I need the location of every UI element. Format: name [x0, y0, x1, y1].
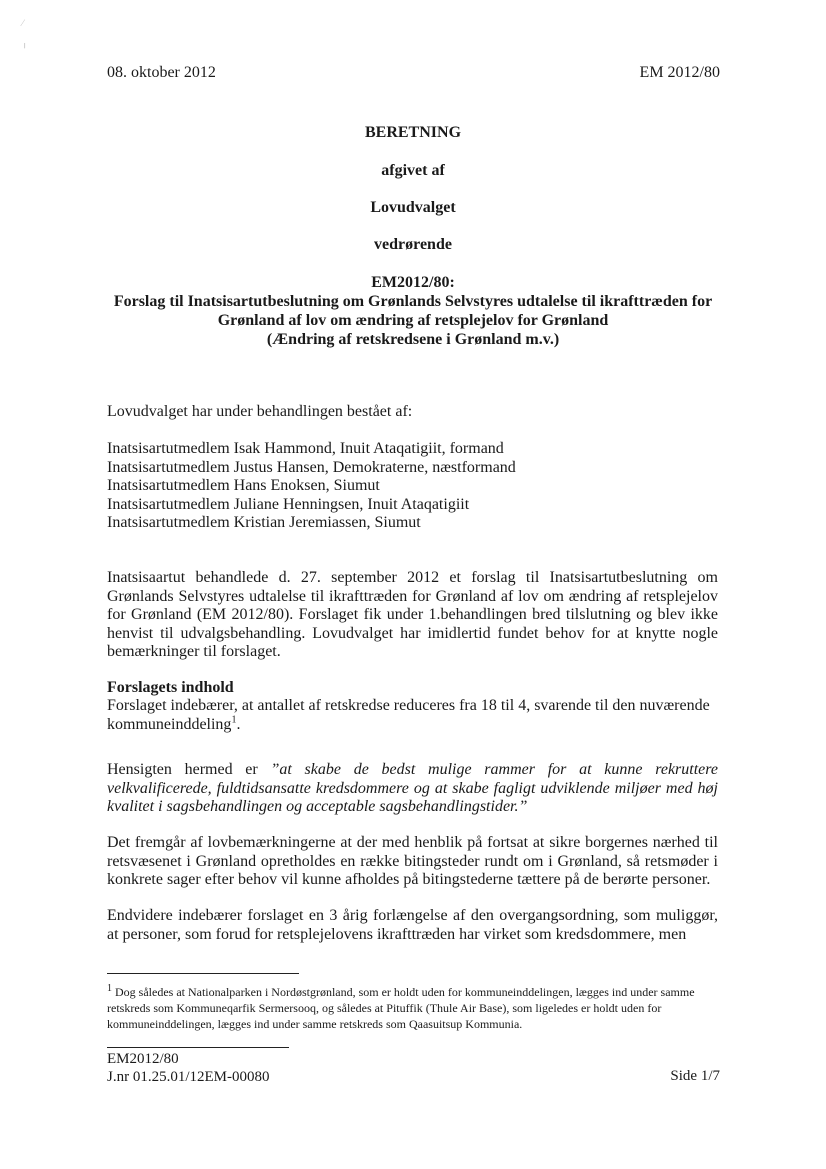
- footer-journal-number: J.nr 01.25.01/12EM-00080: [107, 1069, 270, 1085]
- paragraph-2-text: Forslaget indebærer, at antallet af retskredse reduceres fra 18 til 4, svarende til den nuværende kommuneinddeling: [107, 697, 710, 733]
- title-line-4: vedrørende: [374, 236, 452, 253]
- paragraph-3-lead: Hensigten hermed er: [107, 761, 271, 778]
- footer-divider: [107, 1047, 289, 1048]
- document-title: BERETNING: [364, 124, 462, 141]
- title-subject: [100, 273, 726, 349]
- paragraph-3: [107, 761, 718, 817]
- paragraph-5: Endvidere indebærer forslaget en 3 årig forlængelse af den overgangsordning, som muliggør, at personer, som forud for retsplejelovens ikrafttræden har virket som kredsdommere, men: [107, 907, 718, 943]
- committee-intro: Lovudvalget har under behandlingen bestået af:: [107, 403, 413, 420]
- member-item: Inatsisartutmedlem Isak Hammond, Inuit Ataqatigiit, formand: [107, 440, 504, 457]
- title-line-3: Lovudvalget: [370, 199, 456, 216]
- case-number: EM2012/80:: [371, 274, 455, 291]
- subject-line-2: Grønland af lov om ændring af retsplejelov for Grønland: [217, 312, 609, 329]
- page-number: Side 1/7: [670, 1068, 720, 1084]
- paragraph-4: Det fremgår af lovbemærkningerne at der med henblik på fortsat at sikre borgernes nærhed til retsvæsenet i Grønland opretholdes en række bitingsteder rundt om i Grønland, så retsmøder i konkrete sager efter behov vil kunne afholdes på bitingstederne tættere på de berørte personer.: [107, 834, 718, 888]
- header-date: 08. oktober 2012: [107, 64, 216, 81]
- member-item: Inatsisartutmedlem Hans Enoksen, Siumut: [107, 477, 380, 494]
- paragraph-1: Inatsisaartut behandlede d. 27. september 2012 et forslag til Inatsisartutbeslutning om Grønlands Selvstyres udtalelse til ikrafttræden for Grønland af lov om ændring af retsplejelov for Grønland (EM 2012/80). Forslaget fik under 1.behandlingen bred tilslutning og blev ikke henvist til udvalgsbehandling. Lovudvalget har imidlertid fundet behov for at knytte nogle bemærkninger til forslaget.: [107, 569, 718, 660]
- footnote-divider: [107, 973, 299, 974]
- subject-line-3: (Ændring af retskredsene i Grønland m.v.): [266, 331, 560, 348]
- footnote-reference: 1: [231, 714, 237, 726]
- paragraph-3-quote: ”at skabe de bedst mulige rammer for at kunne rekruttere velkvalificerede, fuldtidsansatte kredsdommere og at skabe fagligt udviklende miljøer med høj kvalitet i sagsbehandlingen og acceptable sagsbehandlingstider.”: [107, 761, 719, 815]
- footer-left: [107, 1050, 270, 1086]
- member-item: Inatsisartutmedlem Kristian Jeremiassen, Siumut: [107, 514, 421, 531]
- section-heading: Forslagets indhold: [107, 679, 234, 696]
- title-line-2: afgivet af: [381, 162, 445, 179]
- scan-mark: ⁄ ╷: [22, 18, 28, 48]
- member-item: Inatsisartutmedlem Justus Hansen, Demokraterne, næstformand: [107, 458, 516, 476]
- footnote-text: Dog således at Nationalparken i Nordøstgrønland, som er holdt uden for kommuneinddelingen, lægges ind under samme retskreds som Kommuneqarfik Sermersooq, og således at Pituffik (Thule Air Base), som ligeledes er holdt uden for kommuneinddelingen, lægges ind under samme retskreds som Qaasuitsup Kommunia.: [107, 985, 695, 1031]
- paragraph-2: [107, 697, 718, 734]
- header-reference: EM 2012/80: [639, 64, 720, 81]
- footer-case: EM2012/80: [107, 1051, 179, 1067]
- member-item: Inatsisartutmedlem Juliane Henningsen, Inuit Ataqatigiit: [107, 495, 470, 513]
- paragraph-2-end: .: [236, 715, 241, 733]
- footnote: [107, 984, 712, 1032]
- subject-line-1: Forslag til Inatsisartutbeslutning om Grønlands Selvstyres udtalelse til ikrafttræden for: [113, 293, 713, 310]
- member-list: [107, 440, 718, 533]
- footnote-number: 1: [107, 983, 112, 994]
